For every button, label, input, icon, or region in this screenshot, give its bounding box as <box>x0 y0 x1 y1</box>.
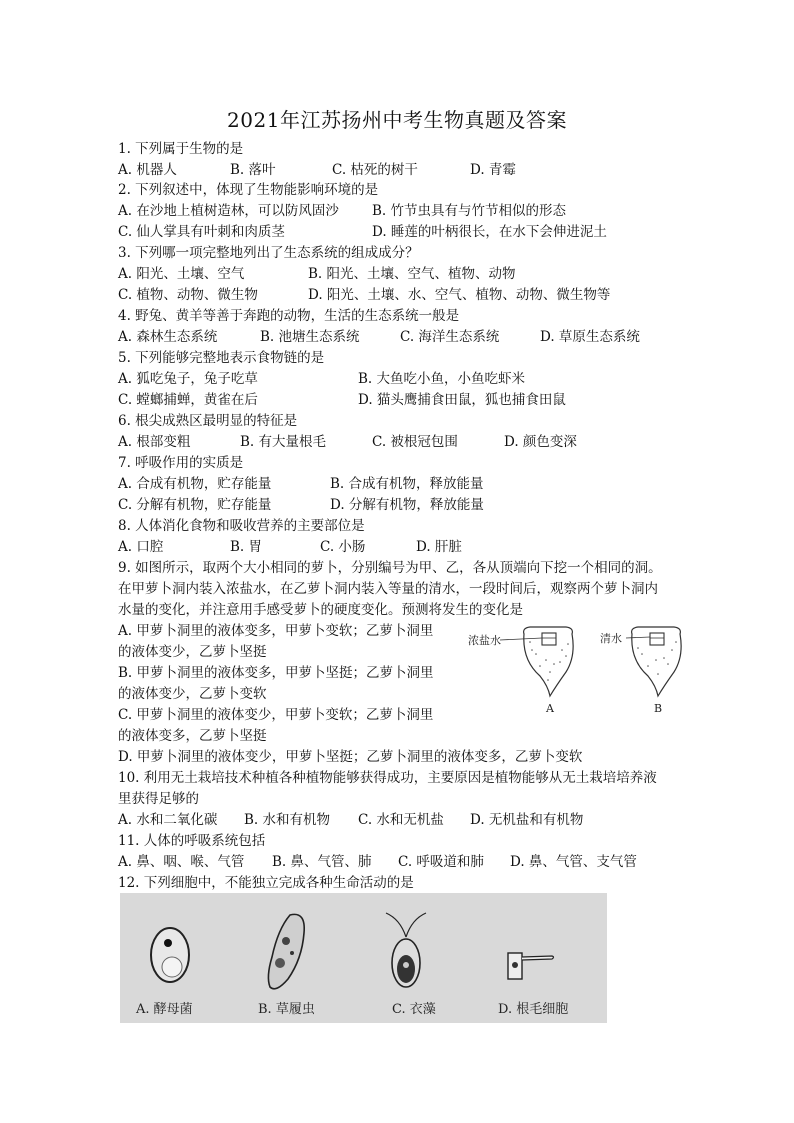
option: D. 无机盐和有机物 <box>470 812 584 828</box>
option: C. 螳螂捕蝉，黄雀在后 <box>118 392 258 408</box>
option: D. 猫头鹰捕食田鼠，狐也捕食田鼠 <box>358 392 566 408</box>
option: C. 被根冠包围 <box>372 434 458 450</box>
root-hair-cell-drawing <box>508 953 554 979</box>
yeast-cell-drawing <box>151 928 189 982</box>
cell-types-figure <box>120 893 607 1023</box>
caption-b: B <box>654 702 663 715</box>
question-stem: 里获得足够的 <box>118 791 199 807</box>
question-stem: 4. 野兔、黄羊等善于奔跑的动物，生活的生态系统一般是 <box>118 308 460 324</box>
option: D. 鼻、气管、支气管 <box>510 854 637 870</box>
question-stem: 在甲萝卜洞内装入浓盐水，在乙萝卜洞内装入等量的清水，一段时间后，观察两个萝卜洞内 <box>118 581 658 597</box>
question-stem: 2. 下列叙述中，体现了生物能影响环境的是 <box>118 182 379 198</box>
option: D. 草原生态系统 <box>540 329 640 345</box>
chlamydomonas-drawing <box>386 913 426 987</box>
option: D. 分解有机物，释放能量 <box>330 497 484 513</box>
label-concentrated-salt-water: 浓盐水 <box>468 634 501 647</box>
option: A. 甲萝卜洞里的液体变多，甲萝卜变软；乙萝卜洞里 <box>118 623 434 639</box>
option: B. 合成有机物，释放能量 <box>330 476 484 492</box>
radish-a-drawing <box>524 627 574 696</box>
option: B. 阳光、土壤、空气、植物、动物 <box>308 266 516 282</box>
option: D. 青霉 <box>470 162 516 178</box>
question-stem: 1. 下列属于生物的是 <box>118 141 244 157</box>
option: A. 鼻、咽、喉、气管 <box>118 854 245 870</box>
question-stem: 11. 人体的呼吸系统包括 <box>118 833 266 849</box>
option: C. 甲萝卜洞里的液体变少，甲萝卜变软；乙萝卜洞里 <box>118 707 434 723</box>
option: B. 鼻、气管、肺 <box>272 854 372 870</box>
caption-root-hair-cell: D. 根毛细胞 <box>498 1002 569 1017</box>
radish-experiment-figure <box>462 620 694 720</box>
option: 的液体变多，乙萝卜坚挺 <box>118 728 267 744</box>
option: A. 森林生态系统 <box>118 329 218 345</box>
option: B. 竹节虫具有与竹节相似的形态 <box>372 203 567 219</box>
option: A. 狐吃兔子，兔子吃草 <box>118 371 258 387</box>
option: B. 大鱼吃小鱼，小鱼吃虾米 <box>358 371 526 387</box>
option: B. 胃 <box>230 539 263 555</box>
option: C. 水和无机盐 <box>358 812 444 828</box>
option: C. 小肠 <box>320 539 366 555</box>
question-stem: 6. 根尖成熟区最明显的特征是 <box>118 413 298 429</box>
option: A. 水和二氧化碳 <box>118 812 218 828</box>
option: A. 阳光、土壤、空气 <box>118 266 245 282</box>
option: B. 池塘生态系统 <box>260 329 360 345</box>
caption-chlamydomonas: C. 衣藻 <box>392 1002 436 1017</box>
question-stem: 5. 下列能够完整地表示食物链的是 <box>118 350 325 366</box>
question-stem: 9. 如图所示，取两个大小相同的萝卜，分别编号为甲、乙，各从顶端向下挖一个相同的洞。 <box>118 560 662 576</box>
option: C. 植物、动物、微生物 <box>118 287 258 303</box>
option: C. 海洋生态系统 <box>400 329 500 345</box>
option: D. 阳光、土壤、水、空气、植物、动物、微生物等 <box>308 287 611 303</box>
page-title: 2021年江苏扬州中考生物真题及答案 <box>227 108 567 132</box>
paramecium-drawing <box>268 914 304 988</box>
option: D. 肝脏 <box>416 539 462 555</box>
option: C. 呼吸道和肺 <box>398 854 484 870</box>
option: C. 分解有机物，贮存能量 <box>118 497 272 513</box>
question-stem: 10. 利用无土栽培技术种植各种植物能够获得成功，主要原因是植物能够从无土栽培培养液 <box>118 770 657 786</box>
label-clear-water: 清水 <box>600 632 622 645</box>
option: 的液体变少，乙萝卜变软 <box>118 686 267 702</box>
option: B. 水和有机物 <box>244 812 331 828</box>
caption-a: A <box>546 702 554 715</box>
option: B. 甲萝卜洞里的液体变多，甲萝卜坚挺；乙萝卜洞里 <box>118 665 434 681</box>
option: A. 口腔 <box>118 539 164 555</box>
question-stem: 7. 呼吸作用的实质是 <box>118 455 244 471</box>
question-stem: 水量的变化，并注意用手感受萝卜的硬度变化。预测将发生的变化是 <box>118 602 523 618</box>
option: C. 仙人掌具有叶刺和肉质茎 <box>118 224 285 240</box>
option: D. 颜色变深 <box>504 434 577 450</box>
option: A. 根部变粗 <box>118 434 191 450</box>
option: A. 机器人 <box>118 162 177 178</box>
option: D. 睡莲的叶柄很长，在水下会伸进泥土 <box>372 224 607 240</box>
question-stem: 3. 下列哪一项完整地列出了生态系统的组成成分？ <box>118 245 419 261</box>
caption-yeast: A. 酵母菌 <box>136 1002 193 1017</box>
question-stem: 8. 人体消化食物和吸收营养的主要部位是 <box>118 518 365 534</box>
option: B. 有大量根毛 <box>240 434 327 450</box>
option: C. 枯死的树干 <box>332 162 418 178</box>
option: D. 甲萝卜洞里的液体变少，甲萝卜坚挺；乙萝卜洞里的液体变多，乙萝卜变软 <box>118 749 583 765</box>
option: A. 合成有机物，贮存能量 <box>118 476 272 492</box>
caption-paramecium: B. 草履虫 <box>258 1002 315 1017</box>
question-stem: 12. 下列细胞中，不能独立完成各种生命活动的是 <box>118 875 414 891</box>
option: B. 落叶 <box>230 162 276 178</box>
option: A. 在沙地上植树造林，可以防风固沙 <box>118 203 339 219</box>
option: 的液体变少，乙萝卜坚挺 <box>118 644 267 660</box>
